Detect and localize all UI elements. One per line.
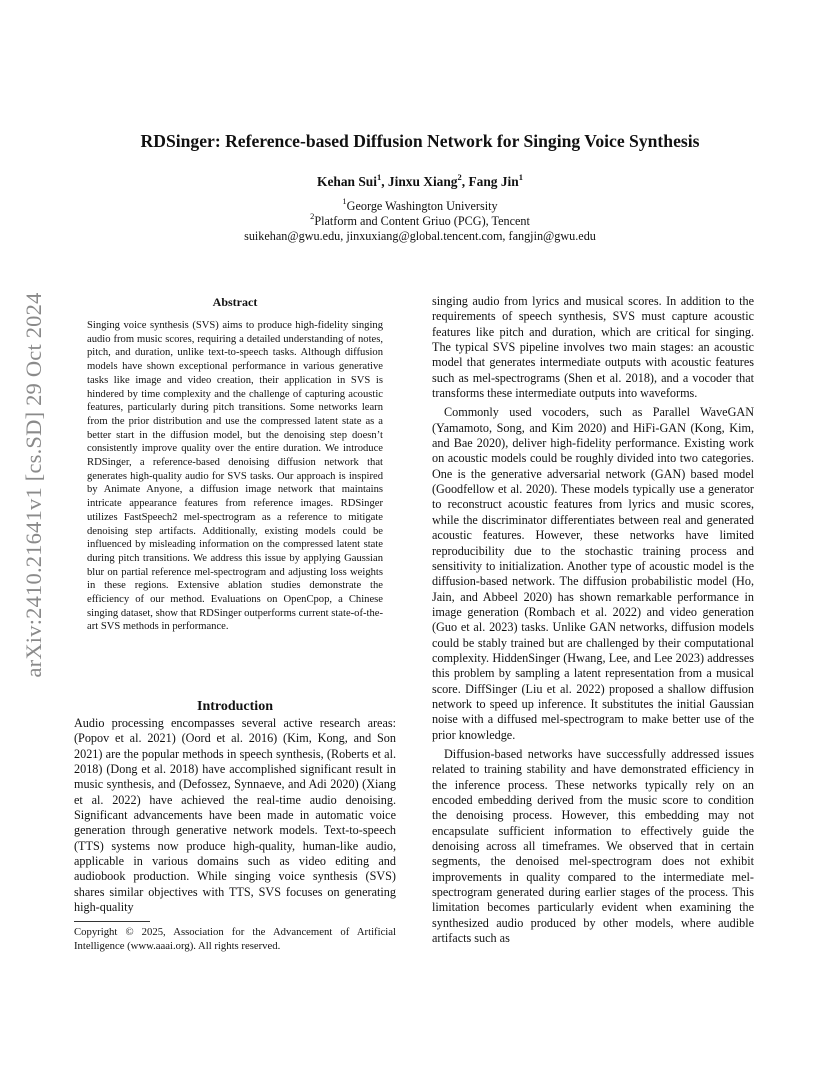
author-affiliation-mark: 1 [518,171,523,182]
affiliation-name: Platform and Content Griuo (PCG), Tencent [314,214,530,228]
author-name: Kehan Sui [317,174,377,189]
affiliation-name: George Washington University [346,199,498,213]
author-list [60,171,780,190]
author-emails: suikehan@gwu.edu, jinxuxiang@global.tencent.com, fangjin@gwu.edu [244,229,596,243]
introduction-heading: Introduction [197,699,273,714]
paragraph: Commonly used vocoders, such as Parallel WaveGAN (Yamamoto, Song, and Kim 2020) and HiFi-GAN (Kong, Kim, and Bae 2020), deliver high-fidelity performance. Existing work on acoustic models could be roughly divided into two categories. One is the generative adversarial network (GAN) based model (Goodfellow et al. 2020). These models typically use a generator to reconstruct acoustic features from lyrics and music scores, while the discriminator differentiates between real and generated acoustic features. However, these networks have limited reproducibility due to the stochastic training process and sensitivity to initialization. Another type of acoustic model is the diffusion-based network. The diffusion probabilistic model (Ho, Jain, and Abbeel 2020) has shown remarkable performance in image generation (Rombach et al. 2022) and video generation (Guo et al. 2023) tasks. Unlike GAN networks, diffusion models could be stably trained but are challenged by their computational complexity. HiddenSinger (Hwang, Lee, and Lee 2023) addresses this problem by sampling a latent representation from a musical score. DiffSinger (Liu et al. 2022) proposed a shallow diffusion network to speed up inference. It substitutes the initial Gaussian noise with a diffused mel-spectrogram to make better use of the prior knowledge. [432,405,754,742]
author-affiliation-mark: 1 [376,171,382,182]
author-separator: , [381,174,388,189]
arxiv-identifier [20,292,48,678]
copyright-footnote: Copyright © 2025, Association for the Advancement of Artificial Intelligence (www.aaai.org). All rights reserved. [74,926,396,952]
paragraph: singing audio from lyrics and musical scores. In addition to the requirements of speech synthesis, SVS must capture acoustic features like pitch and duration, which are critical for singing. The typical SVS pipeline involves two main stages: an acoustic model that generates intermediate outputs with acoustic features such as mel-spectrograms (Shen et al. 2018), and a vocoder that transforms these intermediate outputs into waveforms. [432,294,754,401]
affiliation-mark: 1 [342,195,347,206]
paragraph: Diffusion-based networks have successfully addressed issues related to training stability and have demonstrated efficiency in the inference process. These networks typically rely on an encoded embedding derived from the music score to condition the denoising process. However, this embedding may not encapsulate sufficient information to effectively guide the denoising across all timeframes. We observed that in certain segments, the denoised mel-spectrogram does not exhibit improvements in quality compared to the intermediate mel-spectrogram generated during earlier stages of the process. This limitation becomes particularly evident when examining the synthesized audio produced by other models, where audible artifacts such as [432,746,754,946]
author-name: Fang Jin [468,174,519,189]
footnote-rule [74,921,150,922]
author-name: Jinxu Xiang [387,174,458,189]
introduction-body [74,716,396,915]
author-separator: , [461,174,469,189]
author-affiliation-mark: 2 [457,171,462,182]
affiliation-mark: 2 [310,210,315,221]
arxiv-identifier-text: arXiv:2410.21641v1 [cs.SD] 29 Oct 2024 [21,292,46,678]
paper-title: RDSinger: Reference-based Diffusion Network for Singing Voice Synthesis [140,131,700,151]
paragraph: Audio processing encompasses several active research areas: (Popov et al. 2021) (Oord et al. 2016) (Kim, Kong, and Son 2021) are the popular methods in speech synthesis, (Roberts et al. 2018) (Dong et al. 2018) have accomplished significant result in music synthesis, and (Defossez, Synnaeve, and Adi 2020) (Xiang et al. 2022) have achieved the real-time audio denoising. Significant advancements have been made in automatic voice generation through generative network models. Text-to-speech (TTS) systems now produce high-quality, human-like audio, applicable in various domains such as video editing and audiobook production. While singing voice synthesis (SVS) shares similar objectives with TTS, SVS focuses on generating high-quality [74,716,396,915]
right-column [432,294,754,946]
affiliation [60,210,780,229]
abstract-heading: Abstract [212,295,258,309]
abstract-body: Singing voice synthesis (SVS) aims to produce high-fidelity singing audio from music scores, requiring a detailed understanding of notes, pitch, and duration, unlike text-to-speech tasks. Although diffusion models have shown exceptional performance in various generative tasks like image and video creation, their application in SVS is hindered by time complexity and the challenge of capturing acoustic features, particularly during pitch transitions. Some networks learn from the prior distribution and use the compressed latent state as a better start in the diffusion model, but the denoising step doesn’t consistently improve quality over the entire duration. We introduce RDSinger, a reference-based denoising diffusion network that generates high-quality audio for SVS tasks. Our approach is inspired by Animate Anyone, a diffusion image network that maintains intricate appearance features from reference images. RDSinger utilizes FastSpeech2 mel-spectrogram as a reference to mitigate denoising step artifacts. Additionally, existing models could be influenced by misleading information on the compressed latent state during pitch transitions. We address this issue by applying Gaussian blur on partial reference mel-spectrogram and adjusting loss weights in these regions. Extensive ablation studies demonstrate the efficiency of our method. Evaluations on OpenCpop, a Chinese singing dataset, show that RDSinger outperforms current state-of-the-art SVS methods in performance. [87,320,383,633]
affiliation [60,195,780,214]
